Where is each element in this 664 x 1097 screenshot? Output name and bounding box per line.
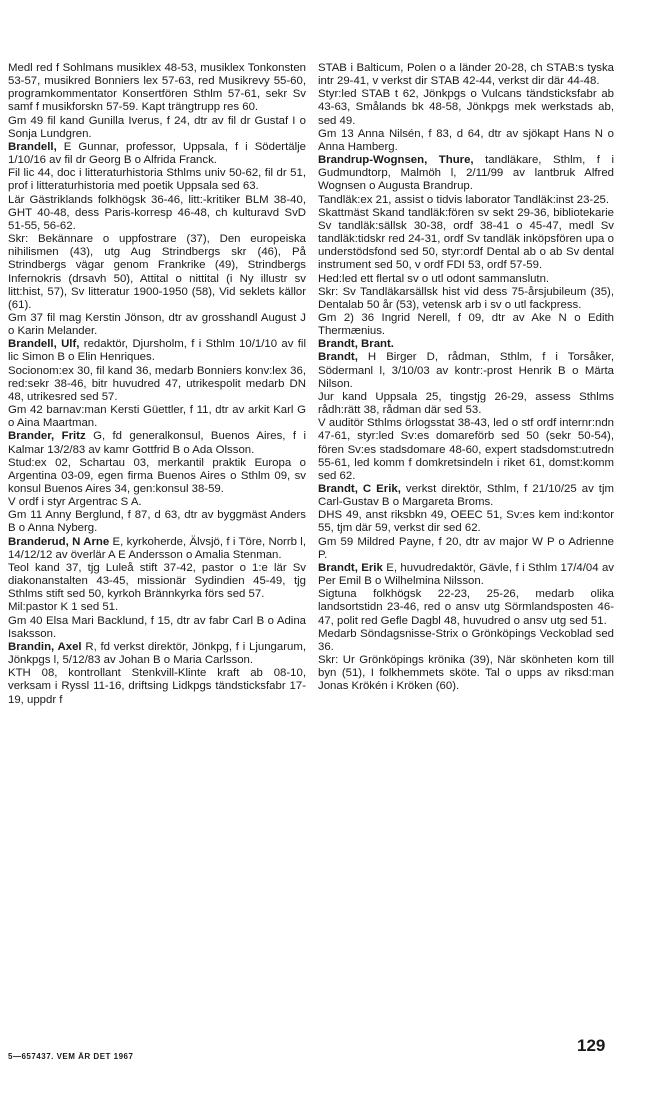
paragraph: Skr: Ur Grönköpings krönika (39), När skönheten kom till byn (51), I folkhemmets sköte. Tal o upps av riksd:man Jonas Krökén i Kröken (60). bbox=[318, 654, 614, 693]
paragraph: Lär Gästriklands folkhögsk 36-46, litt:-kritiker BLM 38-40, GHT 40-48, dess Paris-korresp 46-48, ch kulturavd SvD 51-55, 56-62. bbox=[8, 193, 306, 232]
paragraph: Hed:led ett flertal sv o utl odont sammanslutn. bbox=[318, 272, 550, 285]
paragraph: Mil:pastor K 1 sed 51. bbox=[8, 601, 119, 614]
paragraph: Fil lic 44, doc i litteraturhistoria Sthlms univ 50-62, fil dr 51, prof i litteraturhistoria med poetik Uppsala sed 63. bbox=[8, 167, 306, 193]
entry-paragraph bbox=[8, 338, 306, 364]
entry-paragraph bbox=[8, 141, 306, 167]
entry-heading: Brandell, Ulf, bbox=[8, 338, 80, 351]
paragraph: Gm 2) 36 Ingrid Nerell, f 09, dtr av Ake N o Edith Thermænius. bbox=[318, 311, 614, 338]
page-number: 129 bbox=[577, 1036, 606, 1055]
paragraph: Skr: Sv Tandläkarsällsk hist vid dess 75-årsjubileum (35), Dentalab 50 år (53), vetensk arb i sv o utl fackpress. bbox=[318, 285, 614, 311]
entry-text: E, kyrkoherde, Älvsjö, f i Töre, Norrb l, 14/12/12 av överlär A E Andersson o Amalia Stenman. bbox=[8, 535, 306, 561]
entry-paragraph bbox=[8, 536, 306, 562]
entry-heading: Branderud, N Arne bbox=[8, 535, 110, 548]
entry-paragraph bbox=[318, 154, 614, 193]
entry-text: E Gunnar, professor, Uppsala, f i Södertälje 1/10/16 av fil dr Georg B o Alfrida Franck. bbox=[8, 140, 306, 167]
paragraph: Stud:ex 02, Schartau 03, merkantil praktik Europa o Argentina 03-09, egen firma Buenos Aires o Sthlm 09, sv konsul Buenos Aires 34, gen:konsul 38-59. bbox=[8, 456, 306, 495]
paragraph: Tandläk:ex 21, assist o tidvis laborator Tandläk:inst 23-25. bbox=[318, 193, 610, 206]
entry-paragraph bbox=[318, 562, 614, 588]
entry-paragraph bbox=[318, 338, 614, 351]
paragraph: Skattmäst Skand tandläk:fören sv sekt 29-36, bibliotekarie Sv tandläk:sällsk 30-38, ordf 38-41 o 45-47, medl Sv tandläk:tidskr red 24-31, ordf Sv tandläk inköpsfören upa o understödsfond sed 50, styr:ordf Dental ab o ab Sv dental instrument sed 50, v ordf FDI 53, ordf 57-59. bbox=[318, 206, 614, 272]
paragraph: Styr:led STAB t 62, Jönkpgs o Vulcans tändsticksfabr ab 43-63, Smålands bk 48-58, Jönkpgs mek werkstads ab, sed 49. bbox=[318, 88, 614, 127]
paragraph: Teol kand 37, tjg Luleå stift 37-42, pastor o 1:e lär Sv diakonanstalten 43-45, missionär Sydindien 45-49, tjg Sthlms stift sed 50, kyrkoh Brännkyrka förs sed 57. bbox=[8, 561, 306, 601]
entry-text: redaktör, Djursholm, f i Sthlm 10/1/10 av fil lic Simon B o Elin Henriques. bbox=[8, 338, 306, 364]
entry-text: H Birger D, rådman, Sthlm, f i Torsåker, Södermanl l, 3/10/03 av kontr:-prost Henrik B o Märta Nilson. bbox=[318, 351, 614, 390]
paragraph: Gm 11 Anny Berglund, f 87, d 63, dtr av byggmäst Anders B o Anna Nyberg. bbox=[8, 509, 306, 535]
entry-paragraph bbox=[318, 483, 614, 509]
paragraph: Medarb Söndagsnisse-Strix o Grönköpings Veckoblad sed 36. bbox=[318, 627, 614, 653]
left-column bbox=[8, 62, 306, 707]
entry-paragraph bbox=[318, 351, 614, 390]
entry-paragraph bbox=[8, 641, 306, 667]
paragraph: Gm 59 Mildred Payne, f 20, dtr av major W P o Adrienne P. bbox=[318, 535, 614, 561]
entry-heading: Brandrup-Wognsen, Thure, bbox=[318, 154, 474, 167]
paragraph: Gm 13 Anna Nilsén, f 83, d 64, dtr av sjökapt Hans N o Anna Hamberg. bbox=[318, 127, 614, 153]
entry-heading: Brandt, Brant. bbox=[318, 338, 394, 351]
entry-text: tandläkare, Sthlm, f i Gudmundtorp, Malmöh l, 2/11/99 av lantbruk Alfred Wognsen o Augusta Brandrup. bbox=[318, 154, 614, 193]
entry-heading: Brandt, Erik bbox=[318, 561, 383, 574]
entry-text: R, fd verkst direktör, Jönkpg, f i Ljungarum, Jönkpgs l, 5/12/83 av Johan B o Maria Carlsson. bbox=[8, 640, 306, 667]
footer-imprint: 5—657437. VEM ÄR DET 1967 bbox=[8, 1052, 134, 1061]
entry-heading: Brandell, bbox=[8, 140, 57, 153]
entry-heading: Brandin, Axel bbox=[8, 640, 82, 653]
paragraph: V ordf i styr Argentrac S A. bbox=[8, 496, 142, 509]
right-column bbox=[318, 62, 614, 694]
paragraph: Skr: Bekännare o uppfostrare (37), Den europeiska nihilismen (43), utg Aug Strindbergs skr (46), På Strindbergs vägar genom Frankrike (49), Strindbergs Infernokris (drsavh 50), Attital o nittital (i Ny illustr sv litt:hist, 57), Sv litteratur 1900-1950 (58), Vid seklets källor (61). bbox=[8, 233, 306, 311]
paragraph: Jur kand Uppsala 25, tingstjg 26-29, assess Sthlms rådh:rätt 38, rådman där sed 53. bbox=[318, 390, 614, 417]
entry-heading: Brandt, C Erik, bbox=[318, 483, 401, 495]
paragraph: Socionom:ex 30, fil kand 36, medarb Bonniers konv:lex 36, red:sekr 38-46, bitr huvudred 47, utrikespolit medarb DN 48, utrikesred sed 57. bbox=[8, 364, 306, 403]
paragraph: Medl red f Sohlmans musiklex 48-53, musiklex Tonkonsten 53-57, musikred Bonniers lex 57-63, red Musikrevy 55-60, programkommentator Konsertfören Sthlm 57-61, sekr Sv samf f musikforskn 57-59. Kapt trängtrupp res 60. bbox=[8, 62, 306, 114]
paragraph: V auditör Sthlms örlogsstat 38-43, led o stf ordf internr:ndn 47-61, styr:led Sv:es domareförb sed 50 (sekr 50-54), fören Sv:es stadsdomare 48-60, expert stadsdomst:utredn 55-61, led komm f domkretsindeln i riket 61, domst:komm sed 62. bbox=[318, 417, 614, 482]
paragraph: KTH 08, kontrollant Stenkvill-Klinte kraft ab 08-10, verksam i Ryssl 11-16, driftsing Lidkpgs tändsticksfabr 17-19, uppdr f bbox=[8, 667, 306, 706]
entry-text: G, fd generalkonsul, Buenos Aires, f i Kalmar 13/2/83 av kamr Gottfrid B o Ada Olsson. bbox=[8, 430, 306, 456]
entry-heading: Brander, Fritz bbox=[8, 430, 86, 443]
paragraph: Gm 37 fil mag Kerstin Jönson, dtr av grosshandl August J o Karin Melander. bbox=[8, 311, 306, 338]
entry-paragraph bbox=[8, 430, 306, 456]
entry-heading: Brandt, bbox=[318, 351, 358, 364]
paragraph: STAB i Balticum, Polen o a länder 20-28, ch STAB:s tyska intr 29-41, v verkst dir STAB 42-44, verkst dir där 44-48. bbox=[318, 62, 614, 88]
paragraph: Gm 40 Elsa Mari Backlund, f 15, dtr av fabr Carl B o Adina Isaksson. bbox=[8, 614, 306, 640]
paragraph: Gm 42 barnav:man Kersti Güettler, f 11, dtr av arkit Karl G o Aina Maartman. bbox=[8, 404, 306, 430]
paragraph: DHS 49, anst riksbkn 49, OEEC 51, Sv:es kem ind:kontor 55, tjm där 59, verkst dir sed 62. bbox=[318, 509, 614, 535]
paragraph: Sigtuna folkhögsk 22-23, 25-26, medarb olika landsortstidn 23-46, red o ansv utg Sörmlandsposten 46-47, polit red Gefle Dagbl 48, huvudred o ansv utg sed 51. bbox=[318, 588, 614, 627]
entry-text: E, huvudredaktör, Gävle, f i Sthlm 17/4/04 av Per Emil B o Wilhelmina Nilsson. bbox=[318, 561, 615, 588]
entry-text: verkst direktör, Sthlm, f 21/10/25 av tjm Carl-Gustav B o Margareta Broms. bbox=[318, 483, 614, 509]
paragraph: Gm 49 fil kand Gunilla Iverus, f 24, dtr av fil dr Gustaf I o Sonja Lundgren. bbox=[8, 114, 306, 140]
